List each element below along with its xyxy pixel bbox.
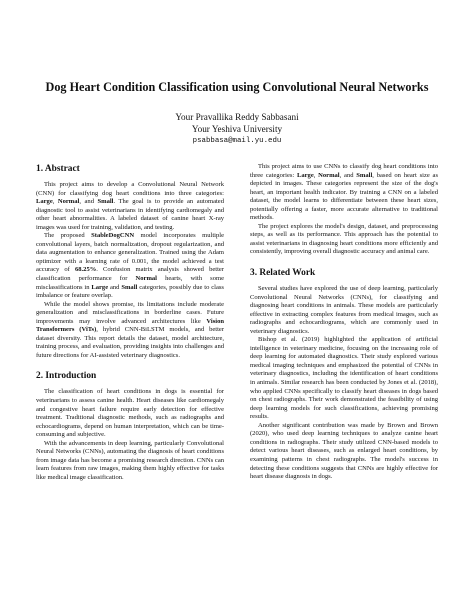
related-work-heading: 3. Related Work (250, 268, 316, 279)
abstract-paragraph-3: While the model shows promise, its limitations include moderate generalization and misclassifications in borderline cases. Future improvements may involve advanced architectures like Vision Transformers (ViTs), hybrid CNN-BiLSTM models, and better dataset diversity. This report details the dataset, model architecture, training process, and evaluation, providing insights into challenges and future directions for AI-assisted veterinary diagnostics. (36, 300, 225, 359)
intro-continued-paragraph-2: The project explores the model's design, dataset, and preprocessing steps, as well as its performance. This approach has the potential to assist veterinarians in diagnosing heart conditions more efficiently and consistently, improving overall diagnostic accuracy and animal care. (250, 222, 438, 256)
introduction-paragraph-2: With the advancements in deep learning, particularly Convolutional Neural Networks (CNNs), automating the diagnosis of heart conditions from image data has become a promising research direction. CNNs can learn features from raw images, making them highly effective for tasks like medical image classification. (36, 439, 224, 481)
intro-continued-paragraph-1: This project aims to use CNNs to classify dog heart conditions into three categories: Large, Normal, and Small, based on heart size as depicted in images. These categories represent the size of the dog's heart, an important health indicator. By training a CNN on a labeled dataset, the model learns to differentiate between these heart sizes, potentially offering a faster, more accurate alternative to traditional methods. (250, 163, 438, 222)
abstract-heading: 1. Abstract (36, 164, 80, 174)
author-name: Your Pravallika Reddy Sabbasani (175, 112, 299, 122)
related-work-paragraph-1: Several studies have explored the use of deep learning, particularly Convolutional Neural Networks (CNNs), for classifying and diagnosing heart conditions in animals. These models are particularly effective in extracting complex features from medical images, such as radiographs and echocardiograms, which are commonly used in veterinary diagnostics. (250, 285, 438, 335)
abstract-paragraph-2: The proposed StableDogCNN model incorporates multiple convolutional layers, batch normalization, dropout regularization, and data augmentation to enhance generalization. Trained using the Adam optimizer with a learning rate of 0.001, the model achieved a test accuracy of 68.25%. Confusion matrix analysis showed better classification performance for Normal hearts, with some misclassifications in Large and Small categories, possibly due to class imbalance or feature overlap. (36, 232, 225, 300)
left-column (36, 163, 224, 483)
author-block (0, 111, 474, 147)
abstract-paragraph-1: This project aims to develop a Convolutional Neural Network (CNN) for classifying dog heart conditions into three categories: Large, Normal, and Small. The goal is to provide an automated diagnostic tool to assist veterinarians in identifying cardiomegaly and other heart abnormalities. A labeled dataset of canine heart X-ray images was used for training, validation, and testing. (36, 181, 224, 231)
paper-title: Dog Heart Condition Classification using Convolutional Neural Networks (45, 80, 429, 94)
related-work-paragraph-3: Another significant contribution was made by Brown and Brown (2020), who used deep learning techniques to analyze canine heart conditions in radiographs. Their study utilized CNN-based models to detect various heart diseases, such as enlarged heart conditions, by examining patterns in chest radiographs. The model's success in detecting these conditions suggests that CNNs are highly effective for heart disease diagnosis in dogs. (250, 421, 438, 481)
author-email[interactable]: psabbasa@mail.yu.edu (192, 137, 282, 145)
related-work-paragraph-2: Bishop et al. (2019) highlighted the application of artificial intelligence in veterinary medicine, focusing on the increasing role of deep learning for automated diagnostics. Their study explored various medical imaging techniques and emphasized the potential of CNNs in veterinary diagnostics, including the identification of heart conditions in animals. Similar research has been conducted by Jones et al. (2018), who applied CNNs specifically to classify heart diseases in dogs based on chest radiographs. Their work demonstrated the feasibility of using deep learning models for such classifications, achieving promising results. (250, 336, 438, 421)
introduction-paragraph-1: The classification of heart conditions in dogs is essential for veterinarians to assess canine health. Heart diseases like cardiomegaly and congestive heart failure require early detection for effective treatment. Traditional diagnostic methods, such as radiographs and echocardiograms, depend on human interpretation, which can be time-consuming and subjective. (36, 388, 224, 439)
author-affiliation: Your Yeshiva University (191, 124, 283, 134)
right-column (250, 163, 438, 482)
introduction-heading: 2. Introduction (36, 371, 97, 382)
